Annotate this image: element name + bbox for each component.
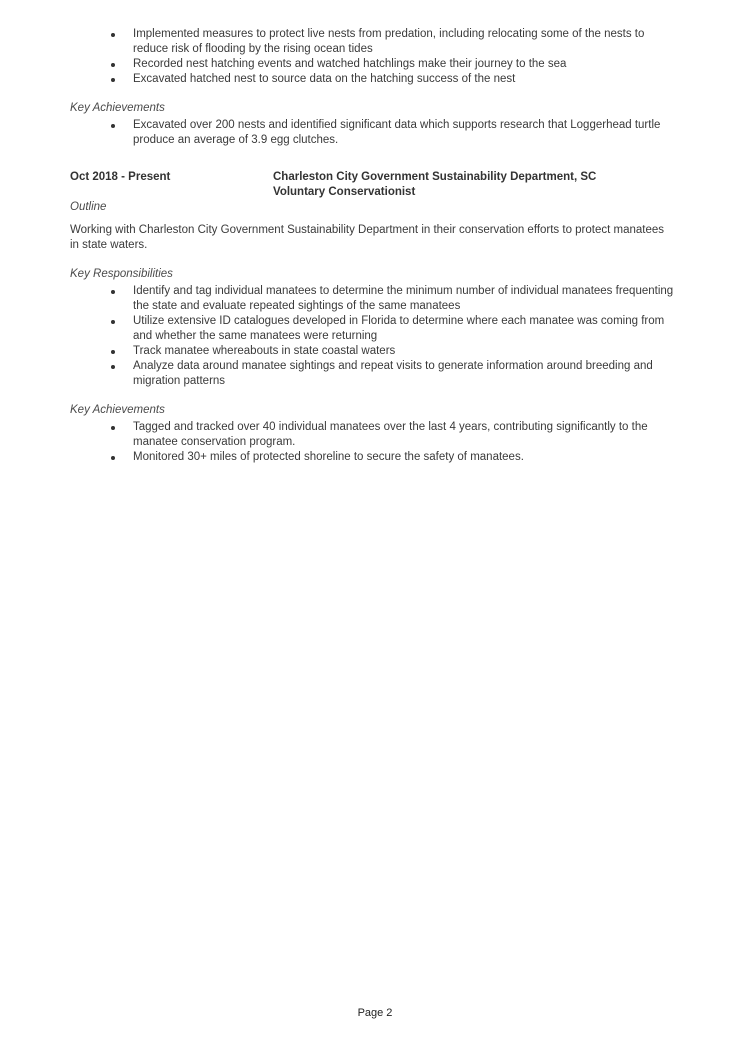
job-header xyxy=(70,170,675,200)
list-item: Excavated over 200 nests and identified significant data which supports research that Loggerhead turtle produce an average of 3.9 egg clutches. xyxy=(133,118,675,148)
bullet-icon xyxy=(111,33,115,37)
section-label-outline: Outline xyxy=(70,201,107,213)
page-content xyxy=(70,27,675,465)
bullet-icon xyxy=(111,365,115,369)
bullet-icon xyxy=(111,290,115,294)
bullet-icon xyxy=(111,78,115,82)
list-item: Analyze data around manatee sightings and repeat visits to generate information around breeding and migration patterns xyxy=(133,359,675,389)
list-item: Recorded nest hatching events and watched hatchlings make their journey to the sea xyxy=(133,57,675,72)
job-role: Voluntary Conservationist xyxy=(273,186,416,198)
job-responsibilities-list xyxy=(70,284,675,389)
bullet-icon xyxy=(111,426,115,430)
bullet-icon xyxy=(111,320,115,324)
job-organization-block xyxy=(273,170,675,200)
list-item: Utilize extensive ID catalogues developed in Florida to determine where each manatee was coming from and whether the same manatees were returning xyxy=(133,314,675,344)
section-label-key-responsibilities: Key Responsibilities xyxy=(70,268,173,280)
list-item: Monitored 30+ miles of protected shoreline to secure the safety of manatees. xyxy=(133,450,675,465)
list-item: Implemented measures to protect live nests from predation, including relocating some of the nests to reduce risk of flooding by the rising ocean tides xyxy=(133,27,675,57)
list-item: Excavated hatched nest to source data on the hatching success of the nest xyxy=(133,72,675,87)
section-label-key-achievements: Key Achievements xyxy=(70,102,165,114)
job-organization: Charleston City Government Sustainability Department, SC xyxy=(273,171,597,183)
list-item: Tagged and tracked over 40 individual manatees over the last 4 years, contributing significantly to the manatee conservation program. xyxy=(133,420,675,450)
job-achievements-list xyxy=(70,420,675,465)
previous-role-responsibilities-list xyxy=(70,27,675,87)
list-item: Identify and tag individual manatees to determine the minimum number of individual manatees frequenting the state and evaluate repeated sightings of the same manatees xyxy=(133,284,675,314)
job-date: Oct 2018 - Present xyxy=(70,171,171,183)
section-label-key-achievements: Key Achievements xyxy=(70,404,165,416)
job-outline-text: Working with Charleston City Government Sustainability Department in their conservation efforts to protect manatees in state waters. xyxy=(70,224,665,251)
list-item: Track manatee whereabouts in state coastal waters xyxy=(133,344,675,359)
bullet-icon xyxy=(111,456,115,460)
bullet-icon xyxy=(111,124,115,128)
page-number: Page 2 xyxy=(357,1007,393,1019)
previous-role-achievements-list xyxy=(70,118,675,148)
bullet-icon xyxy=(111,63,115,67)
bullet-icon xyxy=(111,350,115,354)
